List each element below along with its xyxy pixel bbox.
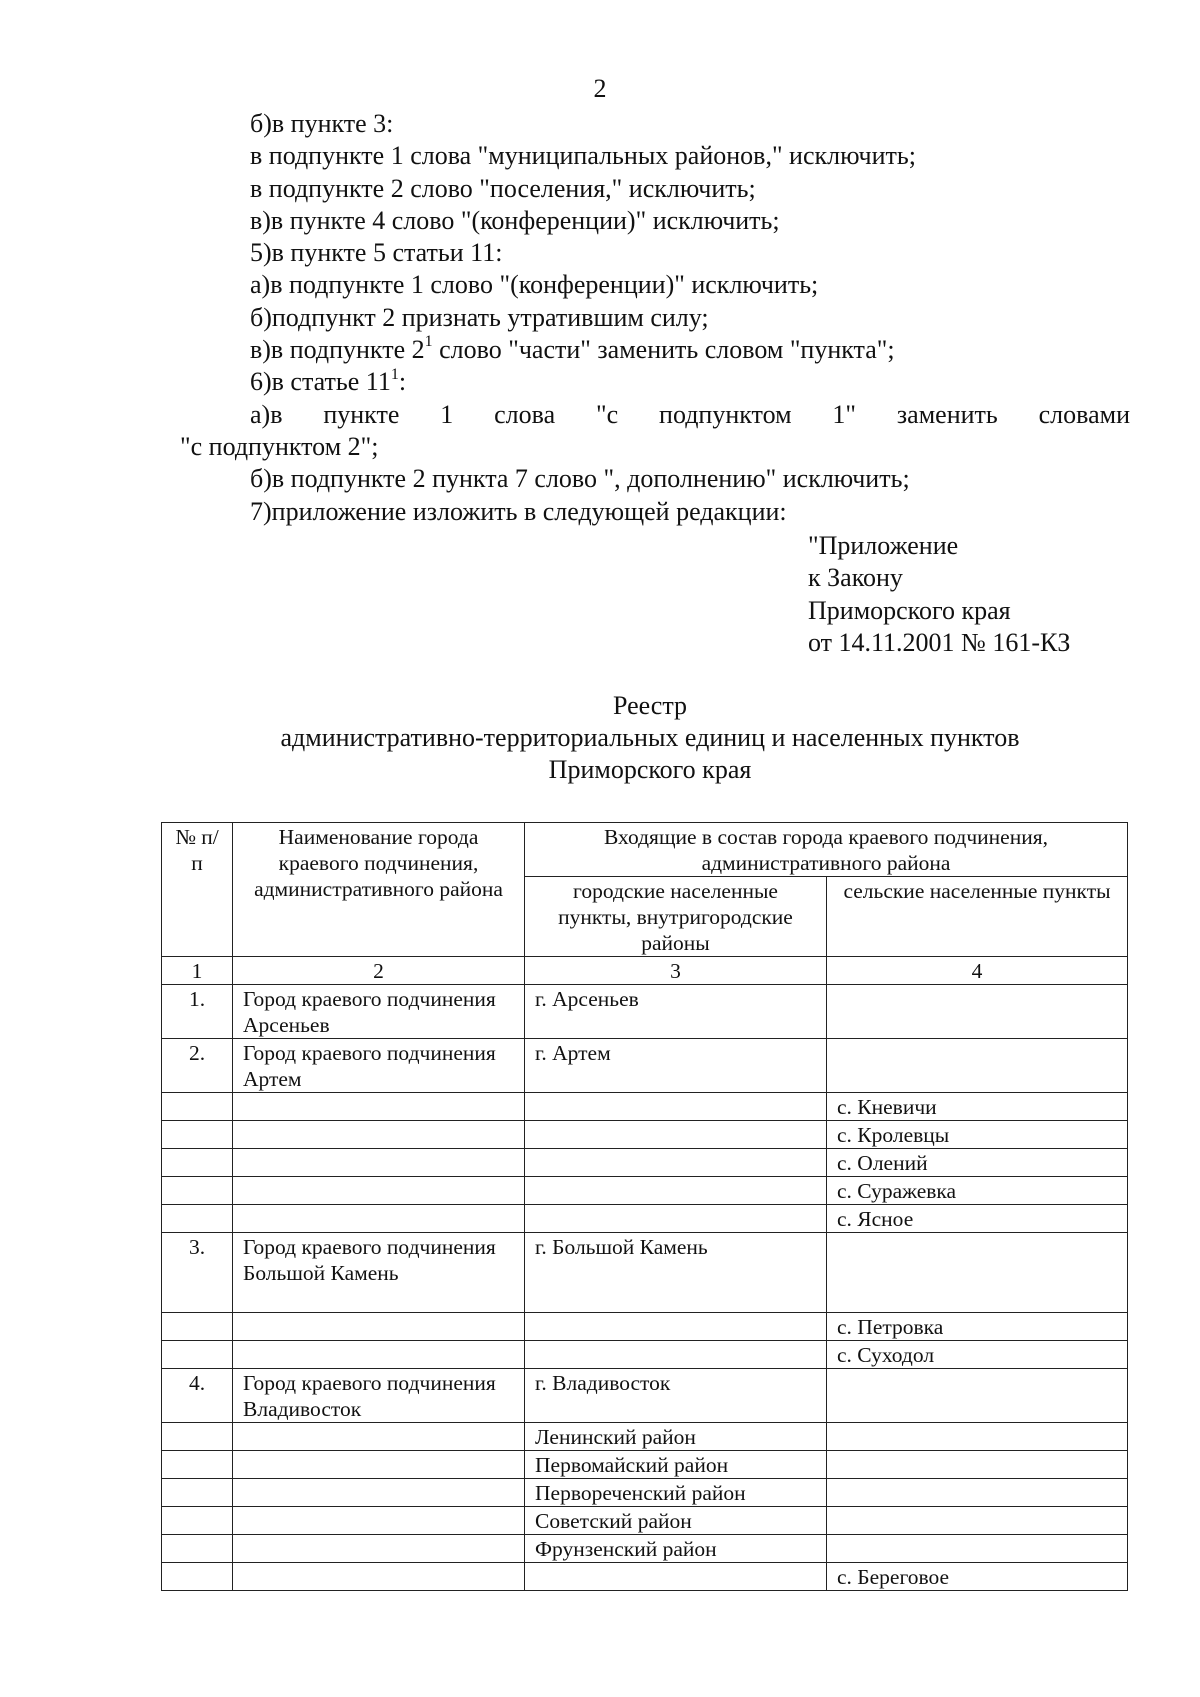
amendment-sub2: в подпункте 2 слово "поселения," исключить; [250, 173, 756, 203]
header-included: Входящие в состав города краевого подчинения, административного района [525, 823, 1128, 877]
row-urban: г. Артем [525, 1039, 827, 1093]
row-rural [827, 985, 1128, 1039]
table-row [162, 1423, 1128, 1451]
row-num: 4. [162, 1369, 233, 1423]
column-number-3: 3 [525, 957, 827, 985]
amendment-p6a-line1: а)в пункте 1 слова "с подпунктом 1" заменить словами [250, 399, 1130, 429]
table-row [162, 1093, 1128, 1121]
row-num [162, 1479, 233, 1507]
table-row [162, 1149, 1128, 1177]
amendment-sub1: в подпункте 1 слова "муниципальных районов," исключить; [250, 141, 916, 171]
row-rural [827, 1451, 1128, 1479]
amendment-text [180, 108, 1130, 528]
table-row [162, 1039, 1128, 1093]
row-urban: Первомайский район [525, 1451, 827, 1479]
row-num [162, 1563, 233, 1591]
row-name [233, 1205, 525, 1233]
table-row [162, 1369, 1128, 1423]
p5v-pre: в)в подпункте 2 [250, 335, 425, 365]
row-num: 1. [162, 985, 233, 1039]
registry-title-line1: Реестр [612, 691, 688, 720]
row-urban: Советский район [525, 1507, 827, 1535]
row-rural: с. Береговое [827, 1563, 1128, 1591]
p6-post: : [398, 367, 407, 397]
appendix-line1: "Приложение [808, 531, 959, 560]
row-urban [525, 1563, 827, 1591]
appendix-line4: от 14.11.2001 № 161-КЗ [808, 627, 1071, 657]
column-number-2: 2 [233, 957, 525, 985]
row-name [233, 1451, 525, 1479]
table-row [162, 1177, 1128, 1205]
row-urban [525, 1121, 827, 1149]
p5v-superscript: 1 [424, 333, 433, 351]
row-num [162, 1177, 233, 1205]
row-rural: с. Суходол [827, 1341, 1128, 1369]
row-urban [525, 1313, 827, 1341]
header-num: № п/п [162, 823, 233, 957]
row-name [233, 1507, 525, 1535]
row-name: Город краевого подчинения Владивосток [233, 1369, 525, 1423]
amendment-p6b: б)в подпункте 2 пункта 7 слово ", дополнению" исключить; [250, 464, 910, 494]
row-rural: с. Петровка [827, 1313, 1128, 1341]
row-name: Город краевого подчинения Большой Камень [233, 1233, 525, 1313]
row-urban [525, 1341, 827, 1369]
row-urban [525, 1093, 827, 1121]
row-num: 2. [162, 1039, 233, 1093]
registry-title [0, 690, 1200, 786]
appendix-line2: к Закону [808, 563, 903, 593]
row-rural [827, 1535, 1128, 1563]
row-rural: с. Кролевцы [827, 1121, 1128, 1149]
row-rural [827, 1233, 1128, 1313]
table-row [162, 1507, 1128, 1535]
p6-superscript: 1 [390, 365, 399, 383]
row-urban: Фрунзенский район [525, 1535, 827, 1563]
amendment-p6a-line2: "с подпунктом 2"; [180, 431, 379, 461]
row-urban: г. Большой Камень [525, 1233, 827, 1313]
table-row [162, 1341, 1128, 1369]
page-number: 2 [593, 74, 607, 103]
row-rural [827, 1039, 1128, 1093]
row-num [162, 1149, 233, 1177]
amendment-p6 [250, 366, 1130, 398]
header-name: Наименование города краевого подчинения, административного района [233, 823, 525, 957]
row-urban: Первореченский район [525, 1479, 827, 1507]
row-name [233, 1177, 525, 1205]
registry-table [161, 822, 1128, 1591]
appendix-line3: Приморского края [808, 595, 1011, 625]
row-rural: с. Суражевка [827, 1177, 1128, 1205]
p5v-post: слово "части" заменить словом "пункта"; [432, 335, 895, 365]
table-row [162, 1535, 1128, 1563]
row-rural [827, 1423, 1128, 1451]
column-number-row [162, 957, 1128, 985]
row-num [162, 1341, 233, 1369]
row-name [233, 1313, 525, 1341]
row-rural [827, 1479, 1128, 1507]
row-name [233, 1149, 525, 1177]
row-name [233, 1341, 525, 1369]
row-name [233, 1121, 525, 1149]
amendment-b-point3: б)в пункте 3: [250, 109, 394, 138]
row-name [233, 1423, 525, 1451]
row-num [162, 1423, 233, 1451]
row-urban: г. Владивосток [525, 1369, 827, 1423]
row-name [233, 1479, 525, 1507]
row-rural: с. Ясное [827, 1205, 1128, 1233]
header-urban: городские населенные пункты, внутригородские районы [525, 877, 827, 957]
p6-pre: 6)в статье 11 [250, 367, 391, 397]
amendment-p5b: б)подпункт 2 признать утратившим силу; [250, 302, 709, 332]
row-rural [827, 1369, 1128, 1423]
column-number-4: 4 [827, 957, 1128, 985]
column-number-1: 1 [162, 957, 233, 985]
row-urban [525, 1149, 827, 1177]
table-row [162, 985, 1128, 1039]
table-row [162, 1451, 1128, 1479]
row-num: 3. [162, 1233, 233, 1313]
row-num [162, 1313, 233, 1341]
amendment-p7: 7)приложение изложить в следующей редакции: [250, 496, 787, 526]
table-row [162, 1205, 1128, 1233]
row-rural: с. Кневичи [827, 1093, 1128, 1121]
row-num [162, 1451, 233, 1479]
row-rural: с. Олений [827, 1149, 1128, 1177]
row-name [233, 1563, 525, 1591]
row-name [233, 1093, 525, 1121]
row-urban [525, 1177, 827, 1205]
row-name [233, 1535, 525, 1563]
row-urban: Ленинский район [525, 1423, 827, 1451]
row-urban: г. Арсеньев [525, 985, 827, 1039]
table-row [162, 1563, 1128, 1591]
row-name: Город краевого подчинения Артем [233, 1039, 525, 1093]
table-row [162, 1233, 1128, 1313]
amendment-p5v [250, 334, 1130, 366]
row-num [162, 1507, 233, 1535]
table-row [162, 1479, 1128, 1507]
registry-title-line2: административно-территориальных единиц и населенных пунктов [280, 723, 1020, 752]
row-num [162, 1093, 233, 1121]
amendment-p5a: а)в подпункте 1 слово "(конференции)" исключить; [250, 270, 819, 300]
header-rural: сельские населенные пункты [827, 877, 1128, 957]
amendment-v-point4: в)в пункте 4 слово "(конференции)" исключить; [250, 205, 780, 235]
table-row [162, 1313, 1128, 1341]
row-num [162, 1205, 233, 1233]
registry-title-line3: Приморского края [548, 755, 752, 784]
amendment-p5: 5)в пункте 5 статьи 11: [250, 238, 503, 268]
table-row [162, 1121, 1128, 1149]
row-urban [525, 1205, 827, 1233]
row-rural [827, 1507, 1128, 1535]
row-num [162, 1535, 233, 1563]
row-name: Город краевого подчинения Арсеньев [233, 985, 525, 1039]
appendix-header [808, 530, 1070, 659]
row-num [162, 1121, 233, 1149]
